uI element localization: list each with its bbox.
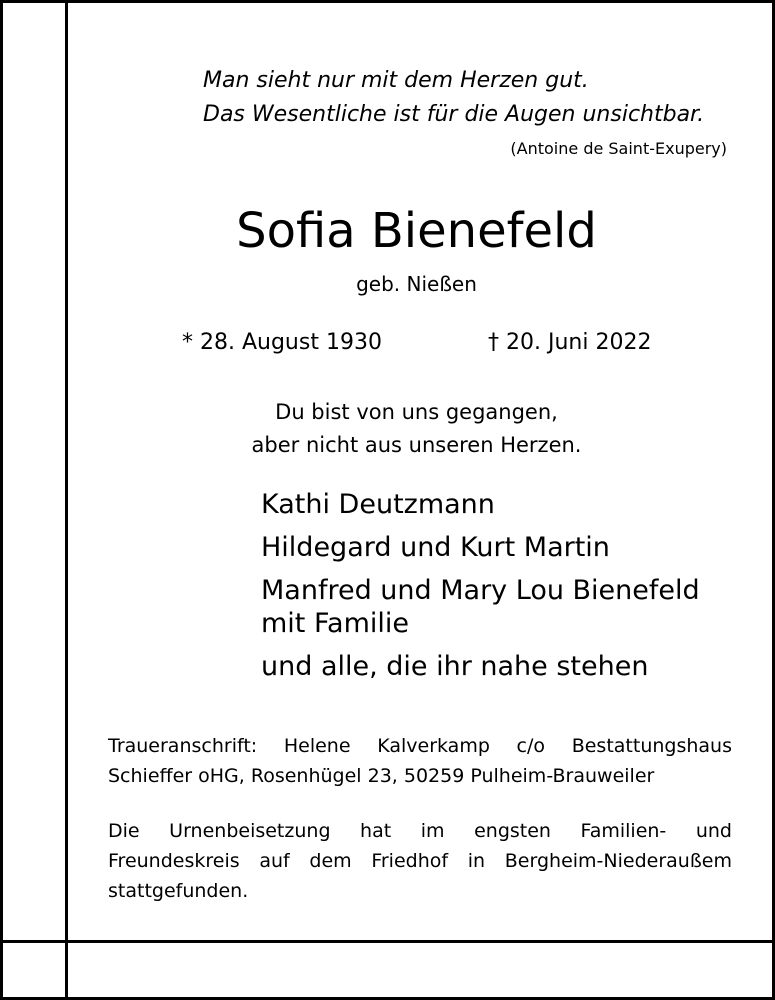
birth-date: * 28. August 1930 [182, 330, 382, 355]
mourner-3-line-2: mit Familie [261, 608, 409, 639]
maiden-name: geb. Nießen [356, 272, 477, 296]
death-date: † 20. Juni 2022 [488, 330, 652, 355]
quote-source: (Antoine de Saint-Exupery) [510, 139, 727, 158]
mourner-3 [261, 574, 741, 640]
quote-line-2: Das Wesentliche ist für die Augen unsichtbar. [203, 102, 705, 127]
mourning-address [108, 731, 732, 791]
deceased-name: Sofia Bienefeld [236, 203, 597, 259]
mourner-4: und alle, die ihr nahe stehen [261, 651, 649, 682]
mourners-list [261, 488, 741, 693]
burial-line-2: Freundeskreis auf dem Friedhof in Bergheim-Niederaußem [108, 850, 732, 872]
mourner-2: Hildegard und Kurt Martin [261, 532, 610, 563]
address-line-2: Schieffer oHG, Rosenhügel 23, 50259 Pulheim-Brauweiler [108, 765, 655, 787]
burial-line-3: stattgefunden. [108, 880, 249, 902]
verse [100, 396, 733, 462]
left-rule [65, 0, 68, 1000]
verse-line-1: Du bist von uns gegangen, [275, 400, 558, 424]
burial-line-1: Die Urnenbeisetzung hat im engsten Familien- und [108, 820, 732, 842]
quote-line-1: Man sieht nur mit dem Herzen gut. [203, 68, 589, 93]
burial-notice [108, 816, 732, 906]
mourner-3-line-1: Manfred und Mary Lou Bienefeld [261, 575, 700, 606]
verse-line-2: aber nicht aus unseren Herzen. [251, 433, 582, 457]
address-line-1: Traueranschrift: Helene Kalverkamp c/o Bestattungshaus [108, 735, 732, 757]
mourner-1: Kathi Deutzmann [261, 489, 495, 520]
quote [203, 64, 743, 132]
bottom-rule [0, 940, 775, 943]
